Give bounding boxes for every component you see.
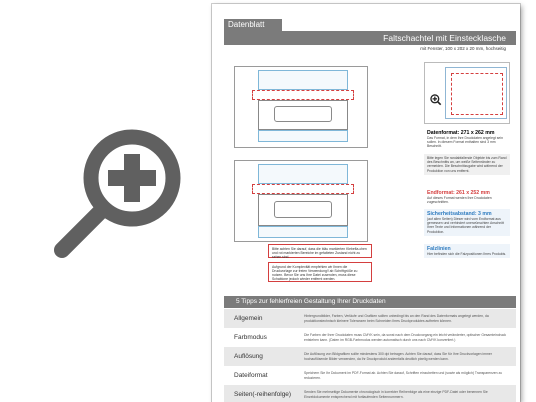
sicherheit-heading: Sicherheitsabstand: 3 mm [427,211,492,217]
tip-label: Allgemein [234,315,263,322]
datasheet-page[interactable] [212,4,520,402]
tip-row-dateiformat [224,366,516,385]
tip-text: Hintergrundbilder, Farben, Verläufe und Grafiken sollten unbedingt bis an den Rand des Datenformats angelegt werden, da produktionstechnisch kleinere Toleranzen beim Schneiden Ihres Druckproduktes auftreten können. [304,314,489,323]
datenformat-heading: Datenformat: 271 x 262 mm [427,130,495,136]
datasheet-subtitle: mit Fenster, 100 x 202 x 20 mm, hochseitig [420,46,506,51]
endformat-heading: Endformat: 261 x 252 mm [427,190,490,196]
zoom-in-icon[interactable] [48,122,188,262]
datenformat-text: Das Format, in dem Ihre Druckdaten angelegt sein sollen. In diesem Format enthalten sind 3 mm Beschnitt. [427,136,503,149]
tip-label: Dateiformat [234,372,268,379]
tip-row-aufloesung [224,347,516,366]
datasheet-title: Faltschachtel mit Einstecklasche [224,31,516,45]
sicherheit-block [424,209,510,236]
diagram-panel-bottom-2 [258,226,348,238]
endformat-block [424,188,510,206]
small-zoom-icon[interactable] [429,93,442,106]
tips-header: 5 Tipps zur fehlerfreien Gestaltung Ihrer Druckdaten [224,296,516,308]
diagram-cutline-2 [252,184,354,194]
note-red-box: Bitte achten Sie darauf, dass die bläu markierten Klebefla-chen und rot markierten Bereiche im gefalteten Zustand nicht zu sehen sind. [268,244,372,258]
corner-cut-frame [451,73,503,115]
datenformat-hint-block [424,154,510,175]
tip-row-farbmodus [224,328,516,347]
falz-text: Hier befinden sich die Falzpositionen Ihres Produkts. [427,252,507,256]
datenformat-hint-text: Bitte legen Sie randabfallende Objekte bis zum Rand des Beschnitts an, um weiße Seitenränder zu vermeiden. Die Beschnittzugabe wird während der Produktion von uns entfernt. [427,156,507,173]
diagram-panel-top-2 [258,164,348,184]
tip-row-allgemein [224,309,516,328]
tip-row-seiten [224,385,516,402]
tip-text: Speichern Sie Ihr Dokument im PDF-Format ab. Achten Sie darauf, Schriften einzubetten und (sowie als möglich) Transparenzen zu reduzieren. [304,371,503,380]
diagram-cutline [252,90,354,100]
datenformat-block [424,128,510,151]
diagram-window-2 [274,201,332,218]
note-template-box: Aufgrund der Komplexität empfehlen wir Ihnen die Druckvorlage zur freien Verwendung!! ab Schriftgröße zu nutzen. Bevor Sie uns Ihre Datei zusenden, muss diese Schablone jedoch wieder entfernt werden. [268,262,372,282]
tip-text: Die Farben der Ihrer Druckdaten muss CMYK sein, da sonst nach dem Druckvorgang ein leicht veränderter, optischer Gesamteindruck entstehen kann. (Daten im RGB-Farbmodus werden automatisch durch uns nach CMYK konvertiert.) [304,333,507,342]
falz-heading: Falzlinien [427,246,451,252]
tip-label: Farbmodus [234,334,267,341]
tip-text: Senden Sie mehrseitige Dokumente chronologisch in korrekter Reihenfolge als eine einzige PDF-Datei oder benennen Sie Einzeldokumente entsprechend mit fortlaufenden Seitennummern. [304,390,488,399]
falz-block [424,244,510,258]
folding-box-diagram [224,56,416,296]
datasheet-tab: Datenblatt [224,19,282,31]
diagram-panel-top [258,70,348,90]
endformat-text: Auf dieses Format werden Ihre Druckdaten zugeschnitten. [427,196,492,205]
diagram-panel-bottom [258,130,348,142]
sicherheit-text: (auf allen Seiten) Dieser wird vom Endformat aus gemessen und verhindert unerwünschten Anschnitt Ihrer Texte und Informationen während der Produktion. [427,217,504,234]
diagram-window [274,106,332,122]
tip-text: Die Auflösung von Bildgrafiken sollte mindestens 300 dpi betragen. Achten Sie darauf, dass Sie für Ihre Druckvorlagen immer hochauflösende Bilder verwenden, da Ihr Druckprodukt andernfalls deutlich pixelig werden kann. [304,352,492,361]
tip-label: Auflösung [234,353,263,360]
corner-detail-thumbnail[interactable] [424,62,510,124]
tip-label: Seiten(-reihenfolge) [234,391,292,398]
